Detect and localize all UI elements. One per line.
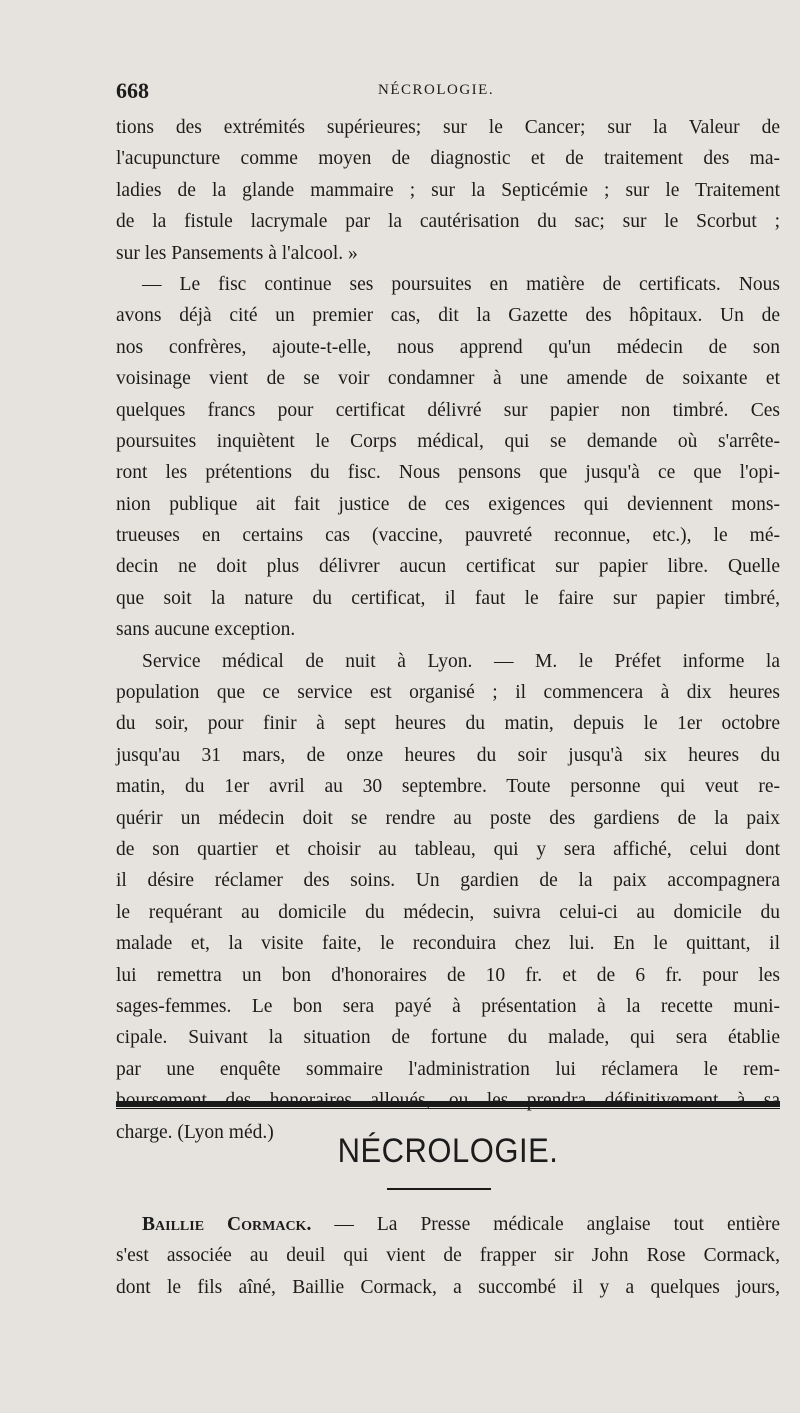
- text-line: tions des extrémités supérieures; sur le Cancer; sur la Valeur de: [116, 117, 780, 138]
- text-line: trueuses en certains cas (vaccine, pauvreté reconnue, etc.), le mé-: [116, 525, 780, 547]
- text-line: quelques francs pour certificat délivré sur papier non timbré. Ces: [116, 399, 780, 421]
- text-line: [116, 1209, 780, 1240]
- text-line: voisinage vient de se voir condamner à une amende de soixante et: [116, 368, 780, 390]
- obituary-name: Baillie Cormack.: [142, 1214, 312, 1235]
- thick-rule: [116, 1101, 780, 1107]
- text-line: de la fistule lacrymale par la cautérisation du sac; sur le Scorbut ;: [116, 211, 780, 233]
- text-line: quérir un médecin doit se rendre au poste des gardiens de la paix: [116, 807, 780, 829]
- obituary-first-line: — La Presse médicale anglaise tout entière: [311, 1214, 780, 1235]
- text-line: sans aucune exception.: [116, 619, 296, 641]
- text-line: — Le fisc continue ses poursuites en matière de certificats. Nous: [142, 273, 780, 295]
- text-line: que soit la nature du certificat, il faut le faire sur papier timbré,: [116, 587, 780, 609]
- text-line: matin, du 1er avril au 30 septembre. Toute personne qui veut re-: [116, 776, 780, 798]
- text-line: du soir, pour finir à sept heures du matin, depuis le 1er octobre: [116, 713, 780, 735]
- text-line: il désire réclamer des soins. Un gardien de la paix accompagnera: [116, 870, 780, 892]
- text-line: ladies de la glande mammaire ; sur la Septicémie ; sur le Traitement: [116, 179, 780, 201]
- text-line: decin ne doit plus délivrer aucun certificat sur papier libre. Quelle: [116, 556, 780, 578]
- running-head: [116, 78, 776, 108]
- text-line: de son quartier et choisir au tableau, qui y sera affiché, celui dont: [116, 838, 780, 860]
- text-line: poursuites inquiètent le Corps médical, qui se demande où s'arrête-: [116, 430, 780, 452]
- text-line: population que ce service est organisé ; il commencera à dix heures: [116, 682, 780, 704]
- text-line: le requérant au domicile du médecin, suivra celui-ci au domicile du: [116, 901, 780, 923]
- page-number: 668: [116, 78, 149, 103]
- text-line: ront les prétentions du fisc. Nous pensons que jusqu'à ce que l'opi-: [116, 462, 780, 484]
- text-line: nion publique ait fait justice de ces exigences qui deviennent mons-: [116, 493, 780, 515]
- text-line: nos confrères, ajoute-t-elle, nous apprend qu'un médecin de son: [116, 336, 780, 358]
- text-line: par une enquête sommaire l'administration lui réclamera le rem-: [116, 1058, 780, 1080]
- text-line: malade et, la visite faite, le reconduira chez lui. En le quittant, il: [116, 933, 780, 955]
- text-line: sur les Pansements à l'alcool. »: [116, 242, 358, 264]
- text-line: lui remettra un bon d'honoraires de 10 fr. et de 6 fr. pour les: [116, 964, 780, 986]
- obituary-text: [116, 1209, 780, 1303]
- text-line: jusqu'au 31 mars, de onze heures du soir jusqu'à six heures du: [116, 744, 780, 766]
- text-line: dont le fils aîné, Baillie Cormack, a succombé il y a quelques jours,: [116, 1276, 780, 1298]
- text-line: Service médical de nuit à Lyon. — M. le Préfet informe la: [142, 650, 780, 672]
- text-line: charge. (Lyon méd.): [116, 1121, 274, 1143]
- running-title: NÉCROLOGIE.: [378, 82, 495, 98]
- text-line: s'est associée au deuil qui vient de frapper sir John Rose Cormack,: [116, 1245, 780, 1267]
- section-heading: NÉCROLOGIE.: [337, 1130, 559, 1171]
- text-line: cipale. Suivant la situation de fortune du malade, qui sera établie: [116, 1027, 780, 1049]
- text-line: sages-femmes. Le bon sera payé à présentation à la recette muni-: [116, 995, 780, 1017]
- text-line: avons déjà cité un premier cas, dit la Gazette des hôpitaux. Un de: [116, 305, 780, 327]
- text-line: l'acupuncture comme moyen de diagnostic et de traitement des ma-: [116, 148, 780, 170]
- body-text: [116, 112, 780, 1148]
- section-divider: [116, 1101, 780, 1111]
- thin-rule: [116, 1108, 780, 1109]
- heading-underline: [387, 1188, 491, 1190]
